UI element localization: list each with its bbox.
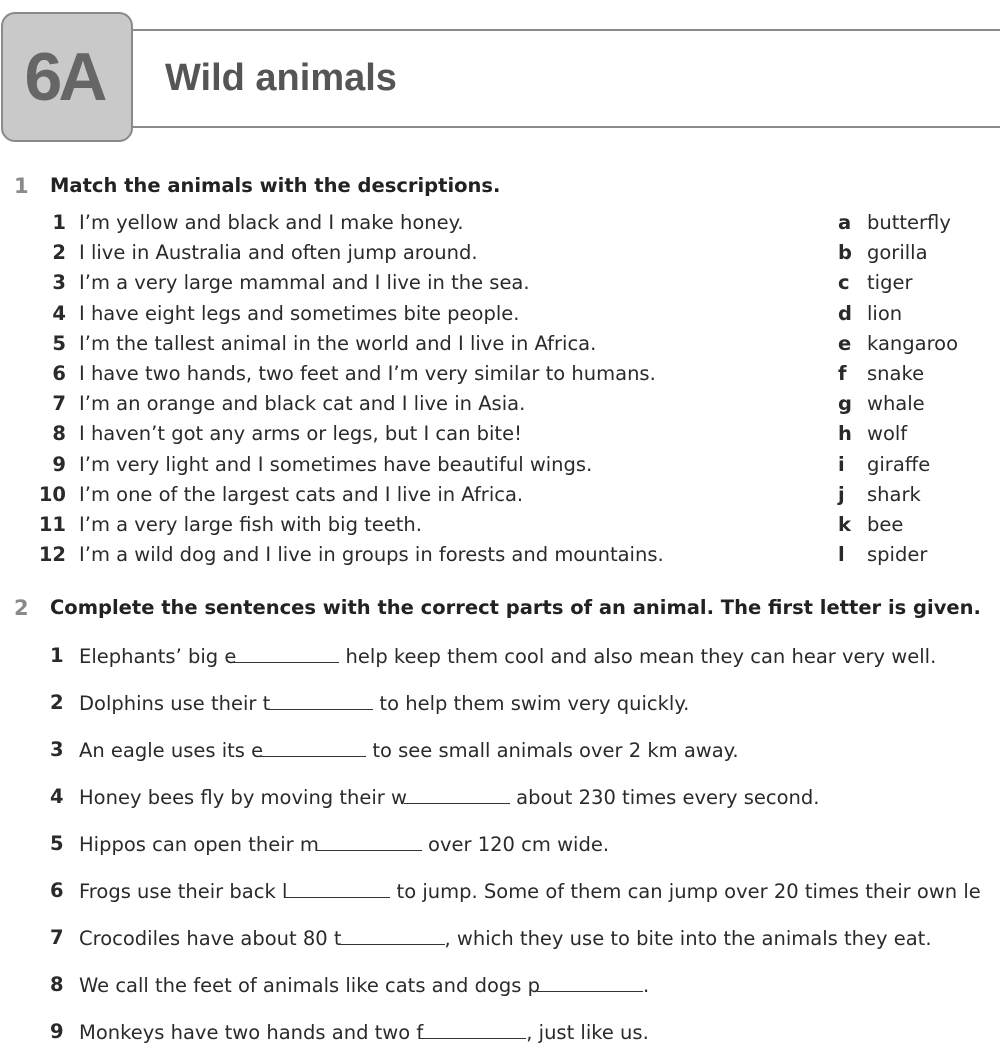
animal-option — [838, 513, 903, 536]
answer-blank[interactable] — [537, 973, 643, 992]
sentence-start: Honey bees fly by moving their w — [79, 786, 407, 809]
option-animal: tiger — [867, 271, 913, 295]
item-text: I’m a very large fish with big teeth. — [79, 513, 422, 536]
item-text: I’m very light and I sometimes have beautiful wings. — [79, 452, 593, 476]
sentence-number: 5 — [50, 832, 64, 855]
animal-option — [838, 211, 951, 234]
item-number: 7 — [52, 392, 66, 416]
answer-blank[interactable] — [284, 879, 390, 898]
sentence-start: Dolphins use their t — [79, 692, 271, 715]
answer-blank[interactable] — [420, 1020, 526, 1039]
item-number: 12 — [38, 543, 66, 567]
option-letter: a — [838, 211, 852, 234]
sentence-start: Crocodiles have about 80 t — [79, 927, 342, 950]
item-text: I have eight legs and sometimes bite people. — [79, 301, 520, 325]
sentence-start: Monkeys have two hands and two f — [79, 1021, 424, 1044]
item-number: 2 — [52, 241, 66, 265]
sentence-text — [79, 738, 739, 762]
sentence-start: We call the feet of animals like cats and dogs p — [79, 974, 540, 997]
option-animal: spider — [867, 543, 928, 567]
sentence-end: about 230 times every second. — [509, 786, 820, 809]
option-letter: d — [838, 301, 852, 325]
sentence-text — [79, 973, 649, 997]
sentence-number: 1 — [50, 644, 64, 667]
option-animal: shark — [867, 482, 921, 506]
answer-blank[interactable] — [267, 691, 373, 710]
animal-option — [838, 422, 907, 445]
option-animal: wolf — [867, 422, 908, 446]
sentence-number: 4 — [50, 785, 64, 808]
sentence-end: to jump. Some of them can jump over 20 times their own le — [390, 880, 981, 903]
option-letter: e — [838, 331, 852, 355]
title-bar — [133, 29, 1000, 128]
item-text: I’m one of the largest cats and I live in Africa. — [79, 482, 524, 506]
answer-blank[interactable] — [260, 738, 366, 757]
option-animal: bee — [867, 513, 904, 536]
sentence-text — [79, 785, 820, 809]
animal-option — [838, 453, 930, 476]
exercise-number: 2 — [14, 596, 29, 620]
option-letter: h — [838, 422, 852, 446]
sentence-end: , which they use to bite into the animals they eat. — [444, 927, 932, 950]
option-animal: lion — [867, 301, 903, 325]
answer-blank[interactable] — [233, 644, 339, 663]
sentence-text — [79, 926, 932, 950]
sentence-number: 7 — [50, 926, 64, 949]
unit-number: 6A — [24, 39, 104, 115]
item-number: 6 — [52, 362, 66, 385]
sentence-end: . — [643, 974, 650, 997]
item-text: I’m a very large mammal and I live in the sea. — [79, 271, 530, 295]
sentence-number: 8 — [50, 973, 64, 996]
item-number: 9 — [52, 452, 66, 476]
sentence-number: 2 — [50, 691, 64, 714]
item-number: 8 — [52, 422, 66, 446]
option-animal: giraffe — [867, 452, 931, 476]
animal-option — [838, 302, 902, 325]
sentence-start: Frogs use their back l — [79, 880, 288, 903]
sentence-start: An eagle uses its e — [79, 739, 264, 762]
item-number: 4 — [52, 301, 66, 325]
page-title: Wild animals — [165, 57, 397, 99]
animal-option — [838, 332, 958, 355]
animal-option — [838, 271, 912, 294]
sentence-text — [79, 1020, 649, 1044]
option-letter: k — [838, 513, 851, 536]
sentence-text — [79, 832, 609, 856]
sentence-end: help keep them cool and also mean they can hear very well. — [339, 645, 937, 668]
animal-option — [838, 241, 928, 264]
sentence-text — [79, 644, 936, 668]
sentence-end: , just like us. — [526, 1021, 649, 1044]
sentence-text — [79, 879, 981, 903]
item-text: I’m yellow and black and I make honey. — [79, 211, 464, 234]
option-animal: whale — [867, 392, 925, 416]
item-number: 5 — [52, 331, 66, 355]
sentence-start: Elephants’ big e — [79, 645, 237, 668]
unit-badge — [1, 12, 133, 142]
answer-blank[interactable] — [404, 785, 510, 804]
item-number: 1 — [52, 211, 66, 234]
sentence-start: Hippos can open their m — [79, 833, 319, 856]
sentence-text — [79, 691, 689, 715]
item-number: 3 — [52, 271, 66, 295]
option-letter: f — [838, 362, 847, 385]
item-text: I have two hands, two feet and I’m very similar to humans. — [79, 362, 656, 385]
option-letter: i — [838, 452, 845, 476]
animal-option — [838, 392, 925, 415]
exercise-number: 1 — [14, 174, 29, 198]
option-letter: g — [838, 392, 852, 416]
animal-option — [838, 483, 921, 506]
item-text: I haven’t got any arms or legs, but I can bite! — [79, 422, 522, 446]
animal-option — [838, 362, 924, 385]
option-animal: butterfly — [867, 211, 951, 234]
item-text: I’m the tallest animal in the world and I live in Africa. — [79, 331, 597, 355]
item-number: 11 — [38, 513, 66, 536]
item-number: 10 — [38, 482, 66, 506]
option-letter: l — [838, 543, 845, 567]
option-letter: c — [838, 271, 850, 295]
exercise-instruction: Complete the sentences with the correct parts of an animal. The first letter is given. — [50, 596, 981, 619]
animal-option — [838, 543, 927, 566]
item-text: I’m a wild dog and I live in groups in forests and mountains. — [79, 543, 664, 567]
answer-blank[interactable] — [316, 832, 422, 851]
sentence-end: to see small animals over 2 km away. — [366, 739, 739, 762]
sentence-number: 6 — [50, 879, 64, 902]
sentence-end: to help them swim very quickly. — [373, 692, 690, 715]
item-text: I live in Australia and often jump around. — [79, 241, 478, 265]
option-animal: kangaroo — [867, 331, 959, 355]
option-animal: gorilla — [867, 241, 928, 265]
exercise-instruction: Match the animals with the descriptions. — [50, 174, 501, 197]
option-letter: b — [838, 241, 852, 265]
sentence-end: over 120 cm wide. — [421, 833, 610, 856]
sentence-number: 3 — [50, 738, 64, 761]
answer-blank[interactable] — [339, 926, 445, 945]
option-animal: snake — [867, 362, 925, 385]
item-text: I’m an orange and black cat and I live in Asia. — [79, 392, 526, 416]
option-letter: j — [838, 482, 845, 506]
sentence-number: 9 — [50, 1020, 64, 1043]
